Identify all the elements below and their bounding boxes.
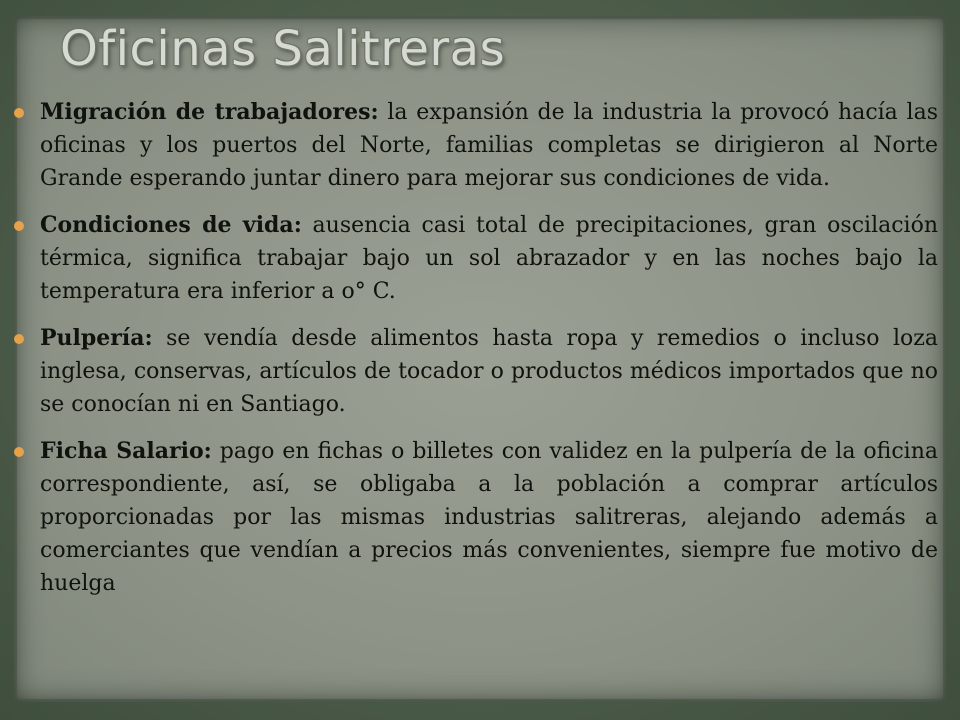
bullet-icon [14, 447, 24, 457]
item-term: Pulpería: [40, 325, 153, 351]
item-text: pago en fichas o billetes con validez en la pulpería de la oficina correspondiente, así, se obligaba a la población a comprar artículos proporcionadas por las mismas industrias salitreras, alejando además a comerciantes que vendían a precios más convenientes, siempre fue motivo de huelga [40, 439, 938, 596]
list-item [40, 96, 938, 195]
item-text: ausencia casi total de precipitaciones, gran oscilación térmica, significa trabajar bajo un sol abrazador y en las noches bajo la temperatura era inferior a o° C. [40, 213, 938, 304]
bullet-icon [14, 334, 24, 344]
list-item [40, 209, 938, 308]
bullet-icon [14, 108, 24, 118]
item-term: Condiciones de vida: [40, 212, 302, 238]
bullet-icon [14, 221, 24, 231]
list-item [40, 322, 938, 421]
item-text: la expansión de la industria la provocó hacía las oficinas y los puertos del Norte, familias completas se dirigieron al Norte Grande esperando juntar dinero para mejorar sus condiciones de vida. [40, 100, 938, 191]
slide-title: Oficinas Salitreras [60, 21, 506, 77]
bullet-list [40, 96, 938, 614]
list-item [40, 435, 938, 600]
item-term: Migración de trabajadores: [40, 99, 379, 125]
item-text: se vendía desde alimentos hasta ropa y remedios o incluso loza inglesa, conservas, artículos de tocador o productos médicos importados que no se conocían ni en Santiago. [40, 326, 938, 417]
item-term: Ficha Salario: [40, 438, 212, 464]
